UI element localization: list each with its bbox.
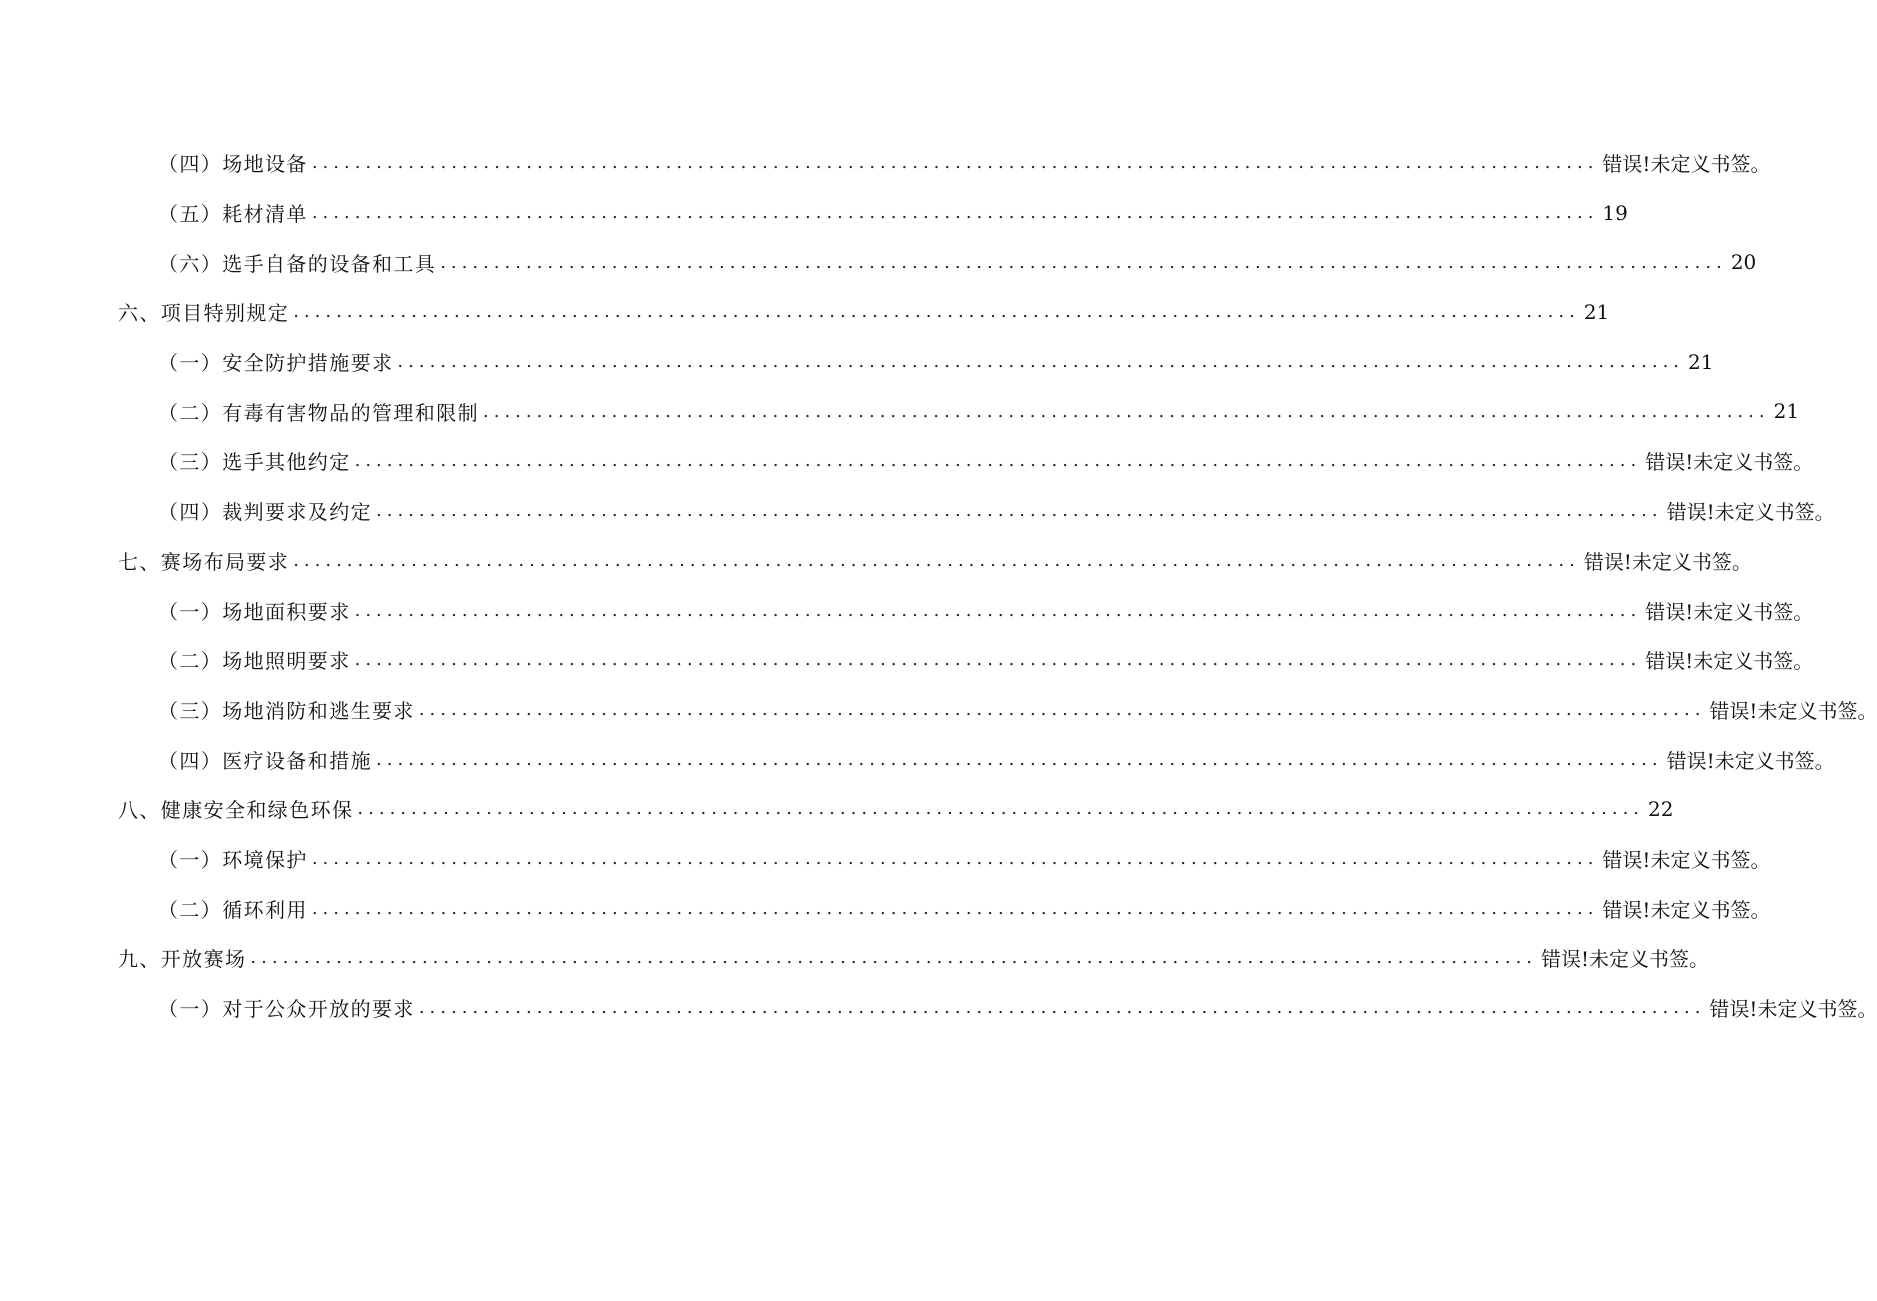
toc-entry[interactable] (0, 188, 1628, 238)
dot-leader: ........................................................................................................................ (376, 748, 1663, 770)
toc-entry[interactable] (0, 536, 1752, 586)
toc-entry[interactable] (0, 685, 1877, 735)
toc-entry[interactable] (0, 635, 1814, 685)
toc-entry[interactable] (0, 287, 1610, 337)
toc-entry-page-ref: 错误!未定义书签。 (1541, 947, 1710, 972)
dot-leader: ........................................................................................................................ (376, 500, 1663, 522)
toc-entry[interactable] (0, 237, 1757, 287)
toc-entry-title: （二）有毒有害物品的管理和限制 (158, 400, 479, 425)
toc-entry-title: （四）场地设备 (158, 152, 308, 177)
toc-entry-page-ref: 错误!未定义书签。 (1645, 450, 1814, 475)
toc-entry-title: （三）选手其他约定 (158, 450, 351, 475)
dot-leader: ........................................................................................................................ (250, 947, 1538, 969)
toc-entry-page-ref: 错误!未定义书签。 (1666, 748, 1835, 773)
toc-entry-title: （一）安全防护措施要求 (158, 351, 394, 376)
dot-leader: ........................................................................................................................ (293, 549, 1580, 571)
toc-entry[interactable] (0, 834, 1771, 884)
toc-entry-page-ref: 错误!未定义书签。 (1602, 152, 1771, 177)
toc-entry[interactable] (0, 585, 1814, 635)
dot-leader: ........................................................................................................................ (354, 599, 1642, 621)
toc-entry-page-ref: 错误!未定义书签。 (1645, 599, 1814, 624)
toc-entry-title: （二）场地照明要求 (158, 649, 351, 674)
toc-entry-page-ref: 错误!未定义书签。 (1602, 897, 1771, 922)
toc-entry-title: （一）环境保护 (158, 847, 308, 872)
toc-entry-page-ref: 21 (1583, 299, 1610, 324)
toc-entry-title: （六）选手自备的设备和工具 (158, 251, 437, 276)
toc-entry-title: 八、健康安全和绿色环保 (118, 798, 354, 823)
toc-entry-page-ref: 错误!未定义书签。 (1666, 500, 1835, 525)
dot-leader: ........................................................................................................................ (418, 997, 1706, 1019)
toc-entry-page-ref: 错误!未定义书签。 (1583, 549, 1752, 574)
toc-entry-page-ref: 21 (1688, 349, 1714, 374)
toc-entry-title: 七、赛场布局要求 (118, 549, 290, 574)
toc-entry-title: （四）医疗设备和措施 (158, 748, 372, 773)
dot-leader: ........................................................................................................................ (311, 152, 1599, 174)
dot-leader: ........................................................................................................................ (293, 301, 1580, 323)
toc-entry[interactable] (0, 734, 1835, 784)
toc-entry[interactable] (0, 784, 1674, 834)
dot-leader: ........................................................................................................................ (357, 798, 1645, 820)
toc-entry[interactable] (0, 386, 1800, 436)
toc-entry-page-ref: 错误!未定义书签。 (1709, 997, 1877, 1022)
toc-entry-title: （五）耗材清单 (158, 202, 308, 227)
toc-entry-page-ref: 21 (1773, 399, 1800, 424)
dot-leader: ........................................................................................................................ (418, 698, 1706, 720)
toc-entry[interactable] (0, 436, 1814, 486)
toc-entry-page-ref: 错误!未定义书签。 (1602, 847, 1771, 872)
dot-leader: ........................................................................................................................ (354, 450, 1642, 472)
toc-entry[interactable] (0, 486, 1835, 536)
toc-entry-title: （一）对于公众开放的要求 (158, 997, 415, 1022)
toc-entry-title: （一）场地面积要求 (158, 599, 351, 624)
dot-leader: ........................................................................................................................ (440, 251, 1727, 273)
dot-leader: ........................................................................................................................ (483, 400, 1770, 422)
toc-entry-page-ref: 22 (1648, 796, 1674, 821)
dot-leader: ........................................................................................................................ (397, 351, 1685, 373)
toc-entry[interactable] (0, 983, 1877, 1033)
dot-leader: ........................................................................................................................ (311, 202, 1599, 224)
toc-entry-page-ref: 错误!未定义书签。 (1709, 698, 1877, 723)
toc-entry[interactable] (0, 337, 1714, 387)
toc-entry-title: （二）循环利用 (158, 897, 308, 922)
toc-entry-title: （四）裁判要求及约定 (158, 500, 372, 525)
toc-entry[interactable] (0, 883, 1771, 933)
toc-entry-title: 九、开放赛场 (118, 947, 247, 972)
toc-entry-page-ref: 20 (1730, 250, 1757, 275)
table-of-contents (0, 138, 1877, 1032)
dot-leader: ........................................................................................................................ (311, 897, 1599, 919)
dot-leader: ........................................................................................................................ (311, 847, 1599, 869)
toc-entry-title: （三）场地消防和逃生要求 (158, 698, 415, 723)
toc-entry[interactable] (0, 138, 1771, 188)
toc-entry-page-ref: 19 (1602, 200, 1628, 225)
toc-entry-title: 六、项目特别规定 (118, 301, 290, 326)
toc-entry[interactable] (0, 933, 1710, 983)
toc-entry-page-ref: 错误!未定义书签。 (1645, 649, 1814, 674)
dot-leader: ........................................................................................................................ (354, 649, 1642, 671)
